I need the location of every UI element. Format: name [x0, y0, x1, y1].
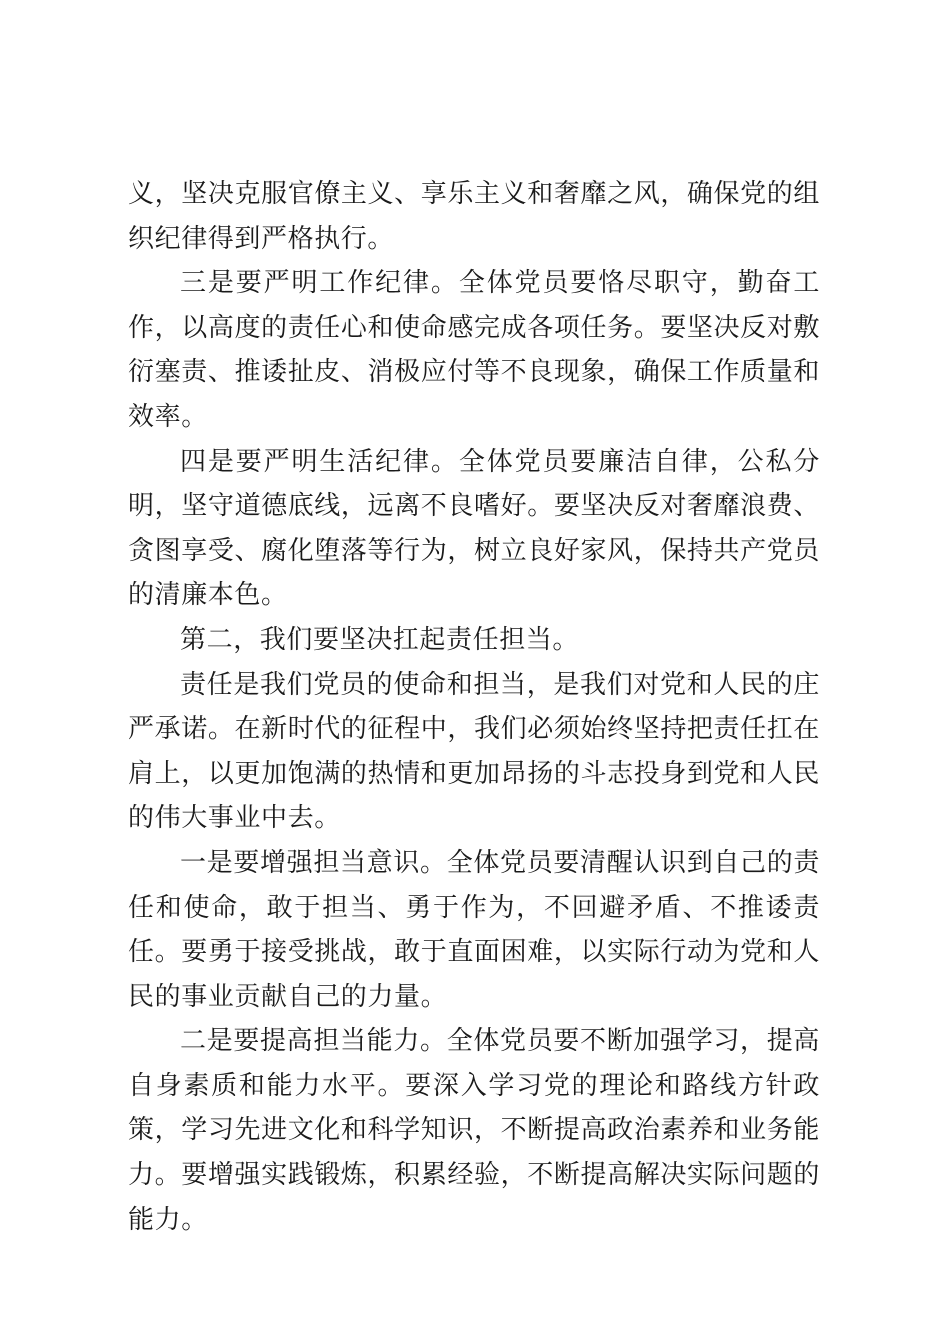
paragraph-work-discipline: 三是要严明工作纪律。全体党员要恪尽职守，勤奋工作，以高度的责任心和使命感完成各项任务。要坚决反对敷衍塞责、推诿扯皮、消极应付等不良现象，确保工作质量和效率。: [128, 268, 820, 432]
paragraph-life-discipline: 四是要严明生活纪律。全体党员要廉洁自律，公私分明，坚守道德底线，远离不良嗜好。要坚决反对奢靡浪费、贪图享受、腐化堕落等行为，树立良好家风，保持共产党员的清廉本色。: [128, 446, 820, 611]
paragraph-responsibility-intro: 责任是我们党员的使命和担当，是我们对党和人民的庄严承诺。在新时代的征程中，我们必须始终坚持把责任扛在肩上，以更加饱满的热情和更加昂扬的斗志投身到党和人民的伟大事业中去。: [128, 669, 820, 834]
paragraph-continuation: 义，坚决克服官僚主义、享乐主义和奢靡之风，确保党的组织纪律得到严格执行。: [128, 179, 820, 254]
paragraph-responsibility-ability: 二是要提高担当能力。全体党员要不断加强学习，提高自身素质和能力水平。要深入学习党的理论和路线方针政策，学习先进文化和科学知识，不断提高政治素养和业务能力。要增强实践锻炼，积累经验，不断提高解决实际问题的能力。: [128, 1026, 820, 1235]
document-body: [128, 172, 820, 1242]
section-heading-responsibility: 第二，我们要坚决扛起责任担当。: [180, 624, 580, 655]
paragraph-responsibility-awareness: 一是要增强担当意识。全体党员要清醒认识到自己的责任和使命，敢于担当、勇于作为，不回避矛盾、不推诿责任。要勇于接受挑战，敢于直面困难，以实际行动为党和人民的事业贡献自己的力量。: [128, 847, 820, 1012]
